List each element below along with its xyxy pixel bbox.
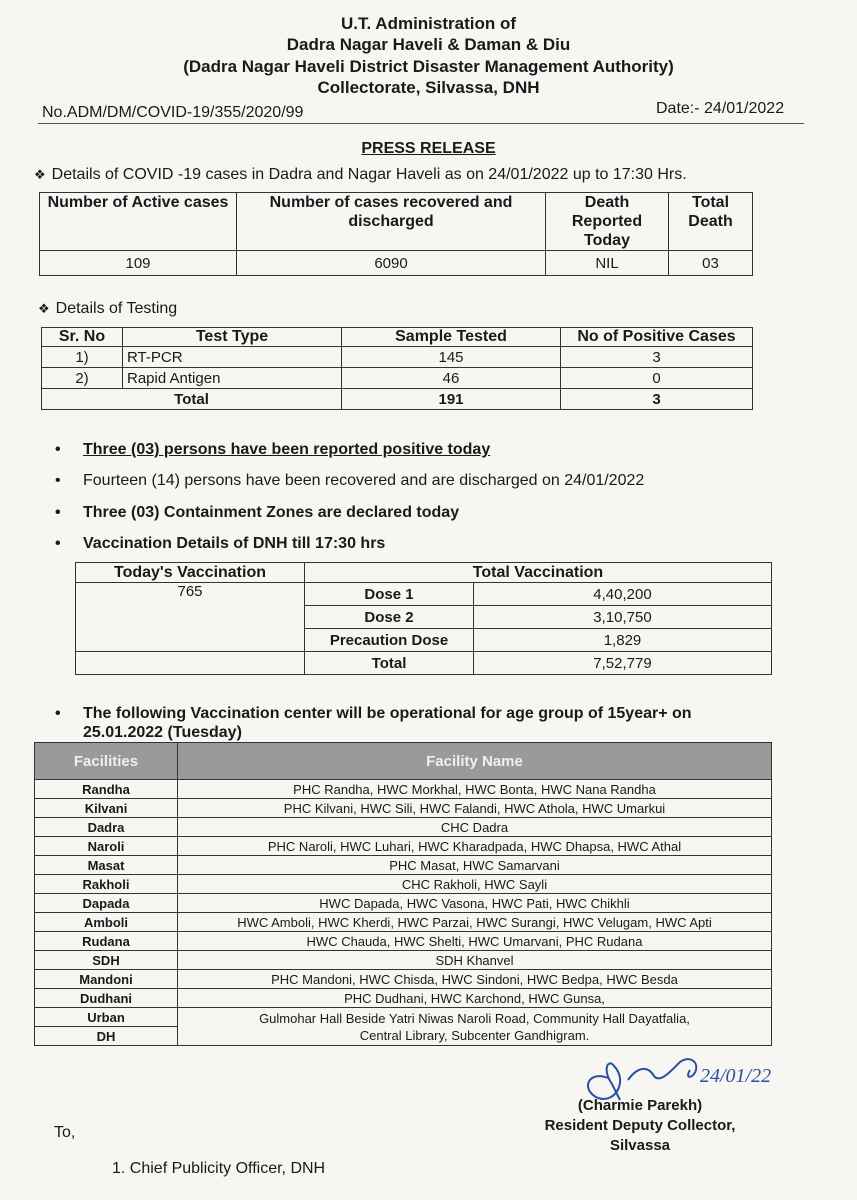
table-row [35,818,772,837]
dose-value: 1,829 [474,629,772,652]
table-row [35,913,772,932]
facility-urban: Urban [35,1008,178,1027]
dose-value: 7,52,779 [474,652,772,675]
sample-tested: 46 [342,368,561,389]
facility: Masat [35,856,178,875]
facility-name: CHC Dadra [178,818,772,837]
testing-total-row [42,389,753,410]
header-sample-tested: Sample Tested [342,328,561,347]
facility: Dadra [35,818,178,837]
facility-name-urban: Gulmohar Hall Beside Yatri Niwas Naroli Road, Community Hall Dayatfalia, Central Library, Subcenter Gandhigram. [178,1008,772,1046]
table-row [35,780,772,799]
dose-label: Total [305,652,474,675]
bullet-dot-icon: • [55,472,61,489]
dose-label: Dose 1 [305,583,474,606]
sample-tested: 145 [342,347,561,368]
bullet-dot-icon: • [55,441,61,458]
test-type: RT-PCR [123,347,342,368]
table-row [35,799,772,818]
total-death-value: 03 [669,251,753,276]
dose-label: Precaution Dose [305,629,474,652]
facility: SDH [35,951,178,970]
positive-cases: 3 [561,347,753,368]
header-recovered: Number of cases recovered and discharged [237,193,546,251]
dose-label: Dose 2 [305,606,474,629]
table-row [35,894,772,913]
recovered-value: 6090 [237,251,546,276]
header-positive-cases: No of Positive Cases [561,328,753,347]
facility-name: PHC Naroli, HWC Luhari, HWC Kharadpada, HWC Dhapsa, HWC Athal [178,837,772,856]
facility: Randha [35,780,178,799]
table-row [76,583,772,606]
bullet-dot-icon: • [55,535,61,552]
header-line-3: (Dadra Nagar Haveli District Disaster Management Authority) [183,57,674,76]
bullet-positive-today: • Three (03) persons have been reported positive today [55,441,491,458]
table-row [35,970,772,989]
facility-name: SDH Khanvel [178,951,772,970]
table-row [35,1008,772,1027]
release-date: Date:- 24/01/2022 [656,100,785,117]
table-row [35,875,772,894]
dose-value: 4,40,200 [474,583,772,606]
facility-name: PHC Mandoni, HWC Chisda, HWC Sindoni, HWC Bedpa, HWC Besda [178,970,772,989]
header-line-2: Dadra Nagar Haveli & Daman & Diu [286,35,571,54]
reference-number: No.ADM/DM/COVID-19/355/2020/99 [42,104,304,121]
table-row [35,837,772,856]
facility: Naroli [35,837,178,856]
facility: Mandoni [35,970,178,989]
covid-cases-table [39,192,753,276]
header-total-death: Total Death [669,193,753,251]
bullet-vaccination: • Vaccination Details of DNH till 17:30 hrs [55,535,386,552]
dose-value: 3,10,750 [474,606,772,629]
signatory-designation: Resident Deputy Collector, [544,1117,736,1134]
table-row [76,652,772,675]
death-today-value: NIL [546,251,669,276]
empty-cell [76,652,305,675]
header-facility-name: Facility Name [178,743,772,780]
header-line-1: U.T. Administration of [340,14,517,33]
header-facilities: Facilities [35,743,178,780]
total-positive: 3 [561,389,753,410]
sr-no: 2) [42,368,123,389]
header-death-today: Death Reported Today [546,193,669,251]
total-tested: 191 [342,389,561,410]
testing-intro: ❖ Details of Testing [38,300,178,317]
bullet-dot-icon: • [55,705,61,722]
header-test-type: Test Type [123,328,342,347]
header-active-cases: Number of Active cases [40,193,237,251]
table-row [35,856,772,875]
facility-name: HWC Amboli, HWC Kherdi, HWC Parzai, HWC Surangi, HWC Velugam, HWC Apti [178,913,772,932]
facility-name: PHC Randha, HWC Morkhal, HWC Bonta, HWC Nana Randha [178,780,772,799]
vaccination-table [75,562,772,675]
facility-dh: DH [35,1027,178,1046]
signature-date: 24/01/22 [700,1065,772,1087]
facility: Dudhani [35,989,178,1008]
table-row [42,368,753,389]
recipient: 1. Chief Publicity Officer, DNH [112,1160,326,1177]
signatory-place: Silvassa [609,1137,671,1154]
cases-intro: ❖ Details of COVID -19 cases in Dadra and Nagar Haveli as on 24/01/2022 up to 17:30 Hrs. [34,166,687,183]
diamond-bullet-icon: ❖ [38,301,50,316]
bullet-containment: • Three (03) Containment Zones are declared today [55,504,460,521]
bullet-recovered: • Fourteen (14) persons have been recovered and are discharged on 24/01/2022 [55,472,645,489]
facility: Amboli [35,913,178,932]
facility-name: PHC Kilvani, HWC Sili, HWC Falandi, HWC Athola, HWC Umarkui [178,799,772,818]
signatory-name: (Charmie Parekh) [577,1097,703,1114]
table-row [35,989,772,1008]
facility-name: CHC Rakholi, HWC Sayli [178,875,772,894]
header-divider [38,123,804,124]
header-today-vaccination: Today's Vaccination [76,563,305,583]
testing-table [41,327,753,410]
diamond-bullet-icon: ❖ [34,167,46,182]
table-row [35,932,772,951]
to-label: To, [54,1124,76,1141]
facility: Rakholi [35,875,178,894]
facility-name: HWC Dapada, HWC Vasona, HWC Pati, HWC Chikhli [178,894,772,913]
bullet-centers-intro: • The following Vaccination center will be operational for age group of 15year+ on 25.01.2022 (Tuesday) [55,705,692,741]
facility: Kilvani [35,799,178,818]
header-sr-no: Sr. No [42,328,123,347]
positive-cases: 0 [561,368,753,389]
sr-no: 1) [42,347,123,368]
active-cases-value: 109 [40,251,237,276]
test-type: Rapid Antigen [123,368,342,389]
vaccination-centers-table [34,742,772,1046]
total-label: Total [42,389,342,410]
bullet-dot-icon: • [55,504,61,521]
facility-name: PHC Dudhani, HWC Karchond, HWC Gunsa, [178,989,772,1008]
header-total-vaccination: Total Vaccination [305,563,772,583]
facility-name: HWC Chauda, HWC Shelti, HWC Umarvani, PHC Rudana [178,932,772,951]
table-row [35,951,772,970]
signatory-block [520,1096,760,1156]
facility: Dapada [35,894,178,913]
table-row [42,347,753,368]
facility-name: PHC Masat, HWC Samarvani [178,856,772,875]
press-release-title: PRESS RELEASE [361,140,496,157]
today-vaccination-value: 765 [76,583,305,652]
facility: Rudana [35,932,178,951]
header-line-4: Collectorate, Silvassa, DNH [317,78,540,97]
